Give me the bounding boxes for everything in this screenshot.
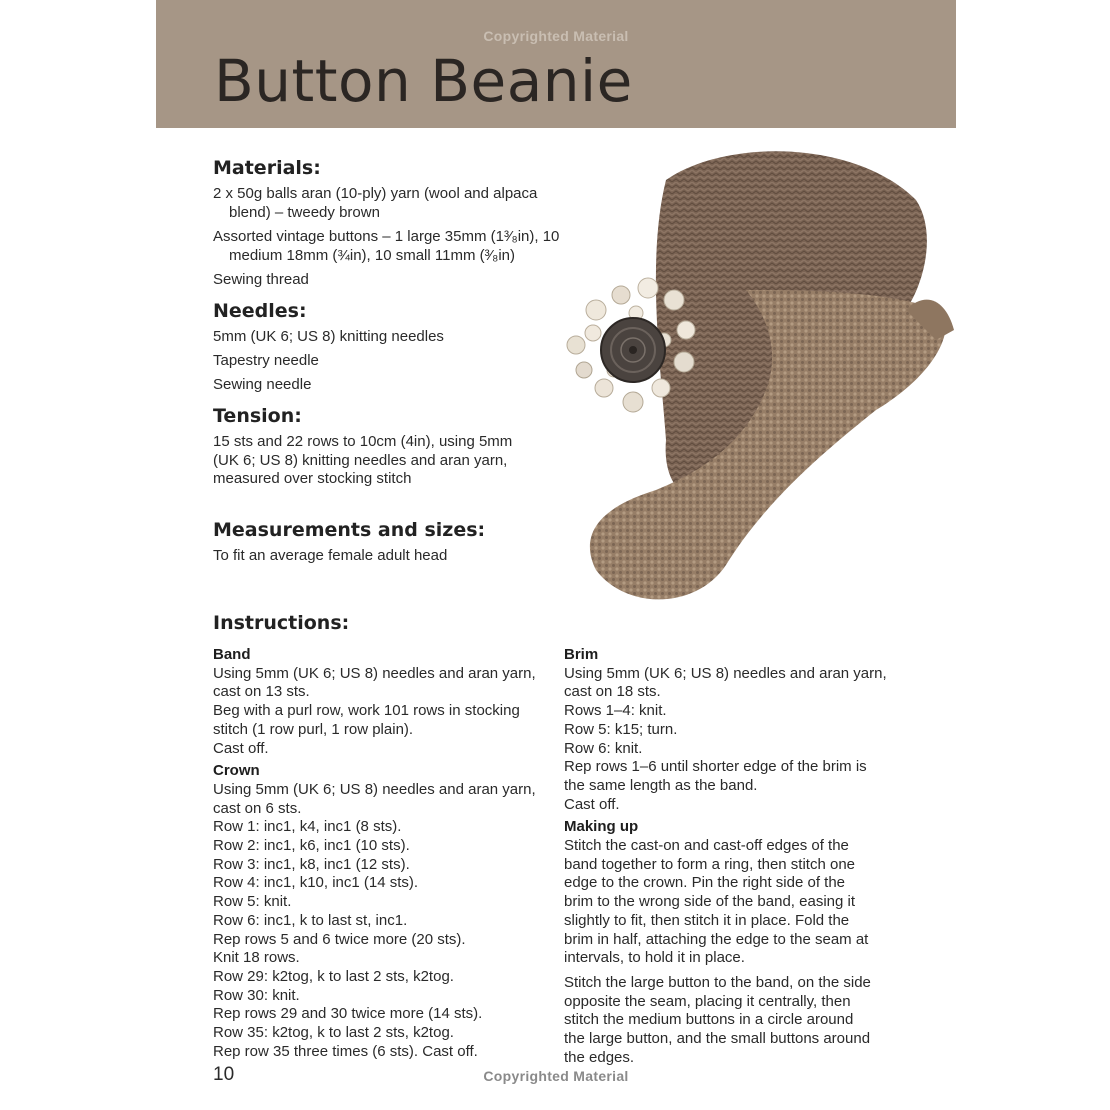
crown-line: Rep rows 5 and 6 twice more (20 sts). xyxy=(213,930,466,948)
making-up-line: opposite the seam, placing it centrally, then xyxy=(564,992,851,1010)
needles-item-knitting: 5mm (UK 6; US 8) knitting needles xyxy=(213,328,444,345)
crown-line: Row 4: inc1, k10, inc1 (14 sts). xyxy=(213,874,419,892)
making-up-line: brim to the wrong side of the band, easing it xyxy=(564,893,856,911)
watermark-top: Copyrighted Material xyxy=(483,28,629,44)
crown-line: Using 5mm (UK 6; US 8) needles and aran yarn, xyxy=(213,780,536,798)
making-up-line: the large button, and the small buttons around xyxy=(564,1030,871,1048)
making-up-line: intervals, to hold it in place. xyxy=(564,949,745,967)
brim-line: Row 5: k15; turn. xyxy=(564,720,678,738)
crown-line: Knit 18 rows. xyxy=(213,949,300,967)
crown-line: Row 6: inc1, k to last st, inc1. xyxy=(213,911,408,929)
making-up-line: stitch the medium buttons in a circle around xyxy=(564,1011,854,1029)
page-title: Button Beanie xyxy=(214,47,633,115)
needles-item-tapestry: Tapestry needle xyxy=(213,352,319,369)
instructions-left-column xyxy=(213,642,553,1061)
crown-line: Row 3: inc1, k8, inc1 (12 sts). xyxy=(213,855,410,873)
brim-line: Rows 1–4: knit. xyxy=(564,702,667,720)
brim-line: cast on 18 sts. xyxy=(564,683,661,701)
measurements-text: To fit an average female adult head xyxy=(213,547,448,564)
brim-subheading: Brim xyxy=(564,646,599,663)
needles-item-sewing: Sewing needle xyxy=(213,376,312,393)
materials-item-yarn: 2 x 50g balls aran (10-ply) yarn (wool and alpaca blend) – tweedy brown xyxy=(213,185,538,221)
brim-line: Cast off. xyxy=(564,795,620,813)
band-line: cast on 13 sts. xyxy=(213,683,310,701)
crown-line: Row 5: knit. xyxy=(213,893,292,911)
measurements-heading: Measurements and sizes: xyxy=(213,519,486,541)
band-line: Beg with a purl row, work 101 rows in stocking xyxy=(213,702,520,720)
crown-subheading: Crown xyxy=(213,762,260,780)
crown-line: Row 1: inc1, k4, inc1 (8 sts). xyxy=(213,818,402,836)
making-up-line: slightly to fit, then stitch it in place. Fold the xyxy=(564,911,850,929)
making-up-line: band together to form a ring, then stitch one xyxy=(564,855,856,873)
brim-line: the same length as the band. xyxy=(564,776,758,794)
crown-line: Rep rows 29 and 30 twice more (14 sts). xyxy=(213,1005,483,1023)
crown-line: Row 30: knit. xyxy=(213,986,300,1004)
instructions-right-column xyxy=(564,642,904,1067)
band-line: Cast off. xyxy=(213,739,269,757)
tension-text: 15 sts and 22 rows to 10cm (4in), using 5mm (UK 6; US 8) knitting needles and aran yarn, measured over stocking stitch xyxy=(213,433,513,487)
book-page xyxy=(156,0,956,1110)
header-band xyxy=(156,0,956,128)
watermark-bottom: Copyrighted Material xyxy=(483,1068,629,1084)
crown-line: Row 35: k2tog, k to last 2 sts, k2tog. xyxy=(213,1024,454,1042)
crown-line: Rep row 35 three times (6 sts). Cast off. xyxy=(213,1042,478,1060)
making-up-subheading: Making up xyxy=(564,818,639,836)
button-beanie-photo xyxy=(496,140,956,610)
materials-item-thread: Sewing thread xyxy=(213,271,309,288)
band-subheading: Band xyxy=(213,646,251,663)
crown-line: Row 29: k2tog, k to last 2 sts, k2tog. xyxy=(213,967,454,985)
crown-line: cast on 6 sts. xyxy=(213,799,302,817)
band-line: stitch (1 row purl, 1 row plain). xyxy=(213,720,414,738)
materials-heading: Materials: xyxy=(213,157,321,179)
needles-heading: Needles: xyxy=(213,300,307,322)
instructions-heading: Instructions: xyxy=(213,612,350,634)
making-up-line: brim in half, attaching the edge to the seam at xyxy=(564,930,869,948)
brim-line: Using 5mm (UK 6; US 8) needles and aran yarn, xyxy=(564,664,887,682)
making-up-line: edge to the crown. Pin the right side of the xyxy=(564,874,846,892)
making-up-line: Stitch the large button to the band, on the side xyxy=(564,973,871,991)
brim-line: Rep rows 1–6 until shorter edge of the brim is xyxy=(564,758,867,776)
making-up-line: the edges. xyxy=(564,1048,635,1066)
making-up-line: Stitch the cast-on and cast-off edges of the xyxy=(564,837,849,855)
page-number: 10 xyxy=(213,1064,235,1085)
materials-item-buttons: Assorted vintage buttons – 1 large 35mm (1³⁄₈in), 10 medium 18mm (¾in), 10 small 11mm (³⁄₈in) xyxy=(213,228,560,264)
crown-line: Row 2: inc1, k6, inc1 (10 sts). xyxy=(213,837,410,855)
band-line: Using 5mm (UK 6; US 8) needles and aran yarn, xyxy=(213,664,536,682)
tension-heading: Tension: xyxy=(213,405,302,427)
brim-line: Row 6: knit. xyxy=(564,739,643,757)
